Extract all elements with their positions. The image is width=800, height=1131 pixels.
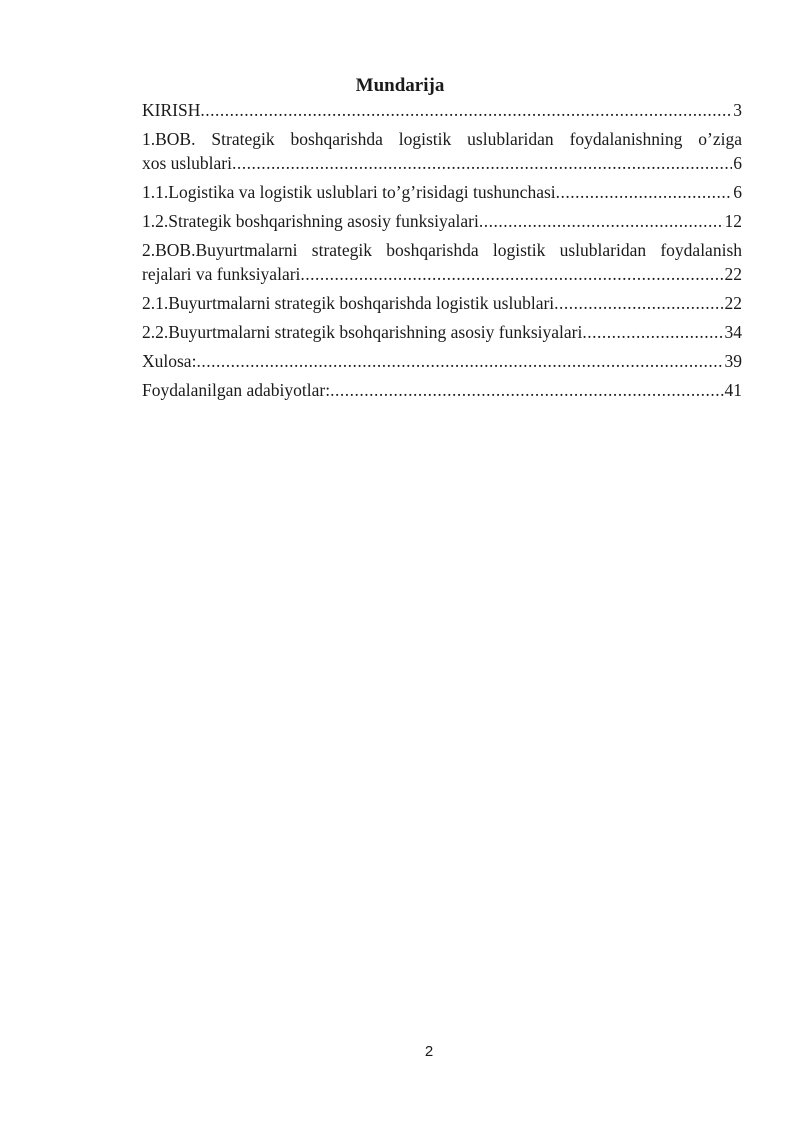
toc-entry-page: 34 [724, 322, 742, 342]
toc-entry-section-1-1[interactable] [142, 180, 742, 204]
toc-entry-section-2-1[interactable] [142, 291, 742, 315]
toc-entry-chapter-2[interactable] [142, 238, 742, 286]
toc-entry-label: 2.1.Buyurtmalarni strategik boshqarishda logistik uslublari [142, 293, 555, 313]
toc-dot-leader [300, 262, 723, 286]
toc-entry-page: 22 [724, 293, 742, 313]
table-of-contents [142, 98, 742, 407]
toc-entry-page: 6 [733, 153, 742, 173]
toc-dot-leader [330, 378, 723, 402]
toc-dot-leader [582, 320, 723, 344]
toc-entry-page: 6 [733, 182, 742, 202]
toc-entry-label: xos uslublari [142, 153, 232, 173]
toc-entry-label: rejalari va funksiyalari [142, 264, 301, 284]
toc-entry-chapter-1[interactable] [142, 127, 742, 175]
toc-entry-bibliography[interactable] [142, 378, 742, 402]
toc-entry-label: 1.1.Logistika va logistik uslublari to’g’risidagi tushunchasi [142, 182, 556, 202]
toc-entry-label: 1.2.Strategik boshqarishning asosiy funksiyalari [142, 211, 479, 231]
toc-entry-page: 39 [724, 351, 742, 371]
toc-entry-page: 41 [724, 380, 742, 400]
toc-dot-leader [479, 209, 724, 233]
toc-dot-leader [200, 98, 732, 122]
toc-entry-page: 3 [733, 100, 742, 120]
toc-entry-page: 22 [724, 264, 742, 284]
toc-entry-label: Xulosa: [142, 351, 197, 371]
toc-entry-label: Foydalanilgan adabiyotlar: [142, 380, 331, 400]
toc-entry-xulosa[interactable] [142, 349, 742, 373]
toc-dot-leader [556, 180, 733, 204]
toc-entry-heading-line: 2.BOB.Buyurtmalarni strategik boshqarishda logistik uslublaridan foydalanish [142, 240, 742, 260]
toc-dot-leader [196, 349, 723, 373]
toc-entry-section-1-2[interactable] [142, 209, 742, 233]
toc-entry-label: 2.2.Buyurtmalarni strategik bsohqarishning asosiy funksiyalari [142, 322, 583, 342]
toc-entry-kirish[interactable] [142, 98, 742, 122]
toc-dot-leader [554, 291, 723, 315]
page-number: 2 [424, 1043, 434, 1060]
toc-entry-heading-line: 1.BOB. Strategik boshqarishda logistik uslublaridan foydalanishning o’ziga [142, 129, 742, 149]
toc-dot-leader [232, 151, 732, 175]
toc-entry-section-2-2[interactable] [142, 320, 742, 344]
page-title: Mundarija [355, 75, 445, 96]
toc-entry-page: 12 [724, 211, 742, 231]
toc-entry-label: KIRISH [142, 100, 201, 120]
